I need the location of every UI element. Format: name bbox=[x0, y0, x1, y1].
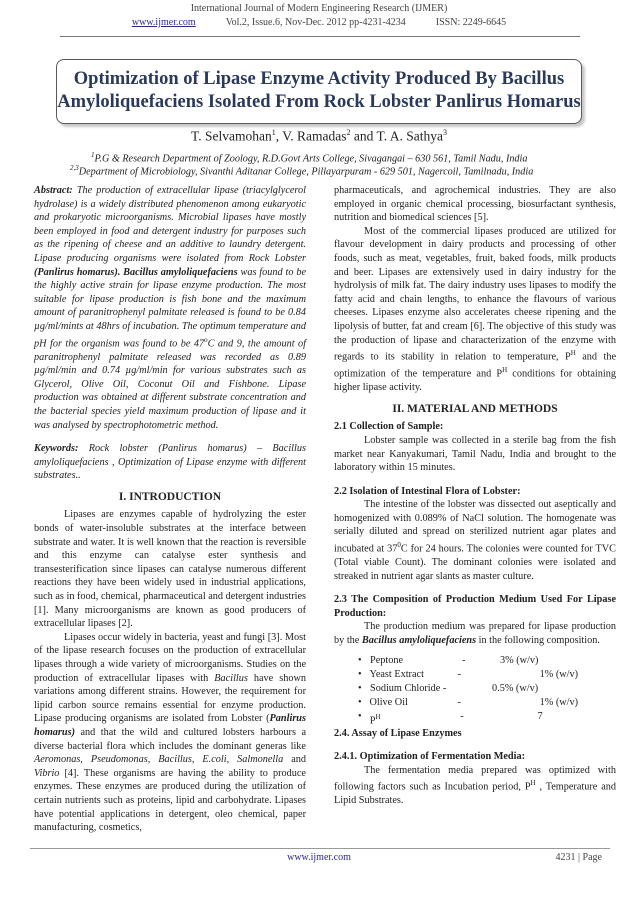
composition-list bbox=[334, 654, 616, 725]
right-paragraph-1: Most of the commercial lipases produced are utilized for flavour development in dairy products and processing of other foods, such as meat, vegetables, fruit, baked foods, milk products and beer. Lipases are extensively used in dairy industry for the hydrolysis of milk fat. The dairy industry uses lipases to modify the fatty acid and chain lengths, to enhance the flavours of various cheeses. Lipases enzyme also accelerates cheese ripening and the lipolysis of butter, fat and cream [6]. The objective of this study was the production of lipase and characterization of the enzyme with regards to its stability in relation to temperature, $P^H$ and the optimization of the temperature and $P^H$ conditions for obtaining higher lipase activity. bbox=[334, 225, 616, 394]
subsection-2-3-heading: 2.3 The Composition of Production Medium Used For Lipase Production: bbox=[334, 594, 616, 619]
subsection-2-2-heading: 2.2 Isolation of Intestinal Flora of Lobster: bbox=[334, 485, 521, 497]
author-1: T. Selvamohan bbox=[191, 128, 272, 144]
abstract: Abstract: The production of extracellular lipase (triacylglycerol hydrolase) is a widely distributed phenomenon among eukaryotic and prokaryotic microorganisms. Microbial lipases have mostly been employed in food and detergent industry for purposes such as the ripening of cheese and an additive to laundry detergent. Lipase producing organisms were isolated from Rock Lobster (Panlirus homarus). Bacillus amyloliquefaciens was found to be the highly active strain for lipase enzyme production. The most suitable for lipase production is fish bone and the maximum amount of paranitrophenyl palmitate released is found to be 0.84 µg/ml/mints at 48hrs of incubation. The optimum temperature and pH for the organism was found to be 47$^o$C and 9, the amount of paranitrophenyl palmitate released was recorded as 0.89 µg/ml/min and 0.74 µg/ml/min for various substrates such as Glycerol, Olive Oil, Coconut Oil and Fishbone. Lipase production was obtained at different substrate concentration and the bacterial species yield maximum production of lipase and it was analysed by spectrophotometric method. bbox=[34, 185, 307, 431]
subsection-2-3-text: The production medium was prepared for lipase production by the Bacillus amyloliquefaciens in the following composition. bbox=[334, 621, 616, 647]
footer-url-link[interactable]: www.ijmer.com bbox=[287, 852, 351, 863]
journal-url-link[interactable]: www.ijmer.com bbox=[131, 17, 196, 28]
issn-info: ISSN: 2249-6645 bbox=[435, 17, 507, 28]
list-item: • Yeast Extract - 1% (w/v) bbox=[358, 668, 579, 680]
affiliation-1: $^1$P.G & Research Department of Zoology, R.D.Govt Arts College, Sivagangai – 630 561, Tamil Nadu, India bbox=[91, 151, 528, 165]
authors bbox=[0, 128, 638, 145]
author-2: V. Ramadas bbox=[282, 128, 347, 144]
author-2-sup: 2 bbox=[346, 128, 351, 137]
page-number: 4231 | Page bbox=[555, 852, 602, 863]
list-item: • Peptone - 3% (w/v) bbox=[358, 654, 539, 666]
list-item: • Olive Oil - 1% (w/v) bbox=[358, 697, 579, 709]
subsection-2-1-heading: 2.1 Collection of Sample: bbox=[334, 421, 444, 433]
keywords: Keywords: Rock lobster (Panlirus homarus) – Bacillus amyloliquefaciens , Optimization of Lipase enzyme with different substrates.. bbox=[34, 443, 306, 482]
subsection-2-2-text: The intestine of the lobster was dissected out aseptically and homogenized with 0.089% of NaCl solution. The homogenate was serially diluted and spread on sterilized nutrient agar plates and incubated at $37^0C$ for 24 hours. The colonies were counted for TVC (Total viable Count). The dominant colonies were isolated and streaked in nutrient agar slants as master culture. bbox=[334, 499, 616, 582]
footer-divider bbox=[30, 848, 610, 849]
right-paragraph-0: pharmaceuticals, and agrochemical industries. They are also employed in organic chemical processing, biosurfactant synthesis, nutrition and biomedical sciences [5]. bbox=[334, 185, 616, 224]
paper-title-line-2: Amyloliquefaciens Isolated From Rock Lobster Panlirus Homarus bbox=[57, 92, 581, 112]
section-introduction-heading: I. INTRODUCTION bbox=[118, 490, 222, 503]
intro-paragraph-1: Lipases are enzymes capable of hydrolyzing the ester bonds of water-insoluble substrates at the interface between substrate and water. It is well known that the reaction is reversible and this enzyme can catalyse ester synthesis and transesterification since lipases can catalyse numerous different reactions they have been widely used in industrial applications, such as in food, chemical, pharmaceutical and detergent industries [1]. Many microorganisms are known as good producers of extracellular lipases [2]. bbox=[34, 509, 306, 630]
intro-paragraph-2: Lipases occur widely in bacteria, yeast and fungi [3]. Most of the lipase research focuses on the production of extracellular lipases through a wide variety of microorganisms. Studies on the production of extracellular lipases with Bacillus have shown variations among different strains. However, the requirement for lipid carbon source remains essential for enzyme production. Lipase producing organisms are isolated from Lobster (Panlirus homarus) and that the wild and cultured lobsters harbours a diverse bacterial flora which includes the dominant generas like Aeromonas, Pseudomonas, Bacillus, E.coli, Salmonella and Vibrio [4]. These organisms are having the ability to produce enzymes. These enzymes are produced during the utilization of certain nutrients such as proteins, lipid and carbohydrate. Lipases have potential applications in detergent, oleo chemical, paper manufacturing, cosmetics, bbox=[34, 631, 306, 834]
paper-title-line-1: Optimization of Lipase Enzyme Activity Produced By Bacillus bbox=[73, 69, 565, 89]
list-item: • $P^H$ - 7 bbox=[358, 711, 543, 727]
list-item: • Sodium Chloride - 0.5% (w/v) bbox=[358, 683, 539, 694]
author-3: and T. A. Sathya bbox=[353, 128, 443, 144]
section-methods-heading: II. MATERIAL AND METHODS bbox=[392, 402, 558, 415]
volume-info: Vol.2, Issue.6, Nov-Dec. 2012 pp-4231-4234 bbox=[225, 17, 406, 28]
right-column bbox=[334, 184, 616, 808]
author-1-sup: 1 bbox=[271, 128, 276, 137]
subsection-2-1-text: Lobster sample was collected in a sterile bag from the fish market near Kanyakumari, Tamil Nadu, India and brought to the laboratory within 15 minutes. bbox=[334, 434, 616, 474]
left-column bbox=[34, 184, 306, 835]
affiliation-2: $^{2,3}$Department of Microbiology, Sivanthi Aditanar College, Pillayarpuram - 629 501, Nagercoil, Tamilnadu, India bbox=[70, 164, 534, 178]
author-separator: , bbox=[275, 128, 283, 144]
author-3-sup: 3 bbox=[443, 128, 447, 137]
journal-name: International Journal of Modern Engineering Research (IJMER) bbox=[190, 3, 448, 14]
subsection-2-4-1-text: The fermentation media prepared was optimized with following factors such as Incubation period, $P^H$ , Temperature and Lipid Substrates. bbox=[334, 764, 616, 807]
subsection-2-4-heading: 2.4. Assay of Lipase Enzymes bbox=[334, 727, 462, 739]
header-divider bbox=[60, 36, 580, 37]
subsection-2-4-1-heading: 2.4.1. Optimization of Fermentation Media: bbox=[334, 751, 526, 763]
keywords-label: Keywords: bbox=[34, 443, 79, 455]
header-info bbox=[0, 17, 638, 29]
abstract-label: Abstract: bbox=[34, 185, 73, 196]
